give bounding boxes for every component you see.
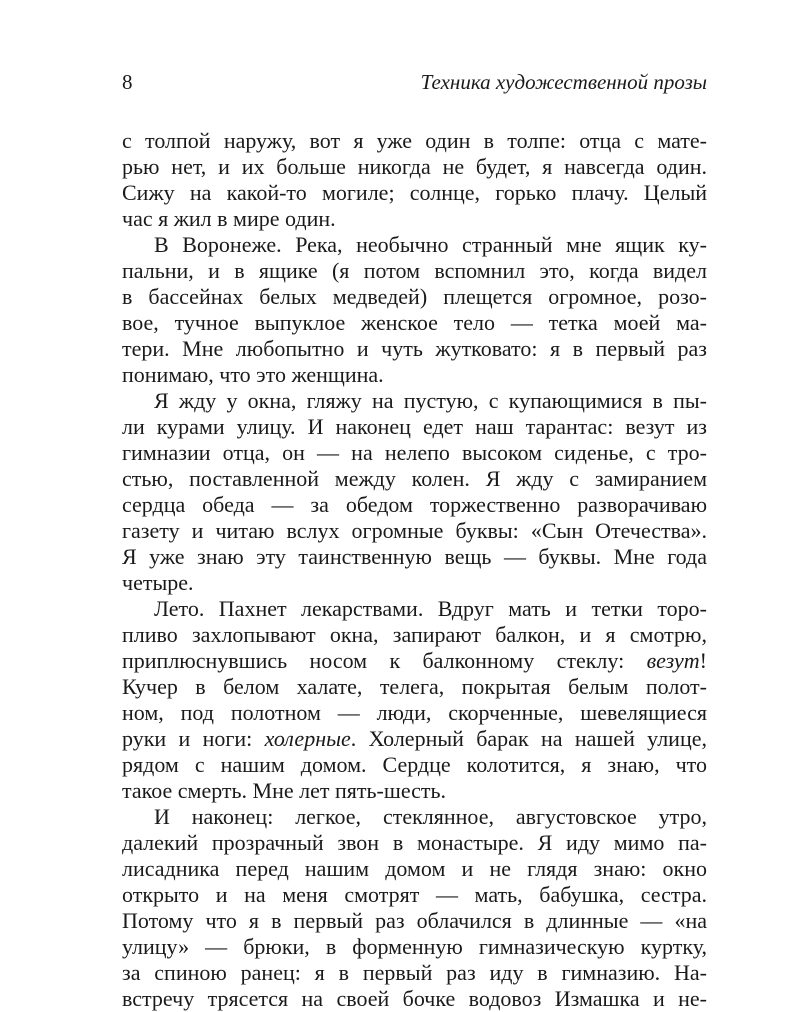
- text-line: тери. Мне любопытно и чуть жутковато: я в первый раз: [122, 336, 707, 361]
- text-segment: руки и ноги:: [122, 726, 265, 751]
- text-line: четыре.: [122, 570, 194, 595]
- text-line: Лето. Пахнет лекарствами. Вдруг мать и тетки торо-: [154, 596, 707, 621]
- text-line: Я уже знаю эту таинственную вещь — буквы. Мне года: [122, 544, 707, 569]
- text-line: лисадника перед нашим домом и не глядя знаю: окно: [122, 856, 707, 881]
- text-line: понимаю, что это женщина.: [122, 362, 384, 387]
- body-text: [122, 128, 707, 1012]
- page-number: 8: [122, 70, 133, 94]
- text-line: рядом с нашим домом. Сердце колотится, я знаю, что: [122, 752, 707, 777]
- text-line: Сижу на какой-то могиле; солнце, горько плачу. Целый: [122, 180, 707, 205]
- text-line: пливо захлопывают окна, запирают балкон, и я смотрю,: [122, 622, 707, 647]
- text-line: Кучер в белом халате, телега, покрытая белым полот-: [122, 674, 707, 699]
- text-segment: . Холерный барак на нашей улице,: [350, 726, 707, 751]
- text-line: сердца обеда — за обедом торжественно разворачиваю: [122, 492, 707, 517]
- text-line: вое, тучное выпуклое женское тело — тетка моей ма-: [122, 310, 707, 335]
- text-line: газету и читаю вслух огромные буквы: «Сын Отечества».: [122, 518, 707, 543]
- text-segment: !: [699, 648, 707, 673]
- text-line: в бассейнах белых медведей) плещется огромное, розо-: [122, 284, 707, 309]
- text-line: открыто и на меня смотрят — мать, бабушка, сестра.: [122, 882, 707, 907]
- text-segment: приплюснувшись носом к балконному стеклу:: [122, 648, 647, 673]
- running-head: [122, 70, 707, 104]
- text-line: И наконец: легкое, стеклянное, августовское утро,: [154, 804, 707, 829]
- book-title: Техника художественной прозы: [420, 70, 707, 94]
- text-line: В Воронеже. Река, необычно странный мне ящик ку-: [154, 232, 707, 257]
- text-line: с толпой наружу, вот я уже один в толпе: отца с мате-: [122, 128, 707, 153]
- italic-word: везут: [646, 648, 700, 673]
- text-line: далекий прозрачный звон в монастыре. Я иду мимо па-: [122, 830, 707, 855]
- italic-word: холерные: [264, 726, 351, 751]
- text-line: Я жду у окна, гляжу на пустую, с купающимися в пы-: [154, 388, 707, 413]
- text-line: Потому что я в первый раз облачился в длинные — «на: [122, 908, 707, 933]
- text-line: стью, поставленной между колен. Я жду с замиранием: [122, 466, 707, 491]
- text-line: гимназии отца, он — на нелепо высоком сиденье, с тро-: [122, 440, 707, 465]
- text-line: ном, под полотном — люди, скорченные, шевелящиеся: [122, 700, 707, 725]
- text-line: пальни, и в ящике (я потом вспомнил это, когда видел: [122, 258, 707, 283]
- text-line: такое смерть. Мне лет пять-шесть.: [122, 778, 447, 803]
- text-line: за спиною ранец: я в первый раз иду в гимназию. На-: [122, 960, 707, 985]
- text-line: рью нет, и их больше никогда не будет, я навсегда один.: [122, 154, 707, 179]
- book-page: [122, 70, 707, 1012]
- text-line: [122, 726, 707, 752]
- text-line: ли курами улицу. И наконец едет наш тарантас: везут из: [122, 414, 707, 439]
- text-line: встречу трясется на своей бочке водовоз Измашка и не-: [122, 986, 707, 1011]
- text-line: [122, 648, 707, 674]
- text-line: улицу» — брюки, в форменную гимназическую куртку,: [122, 934, 707, 959]
- text-line: час я жил в мире один.: [122, 206, 336, 231]
